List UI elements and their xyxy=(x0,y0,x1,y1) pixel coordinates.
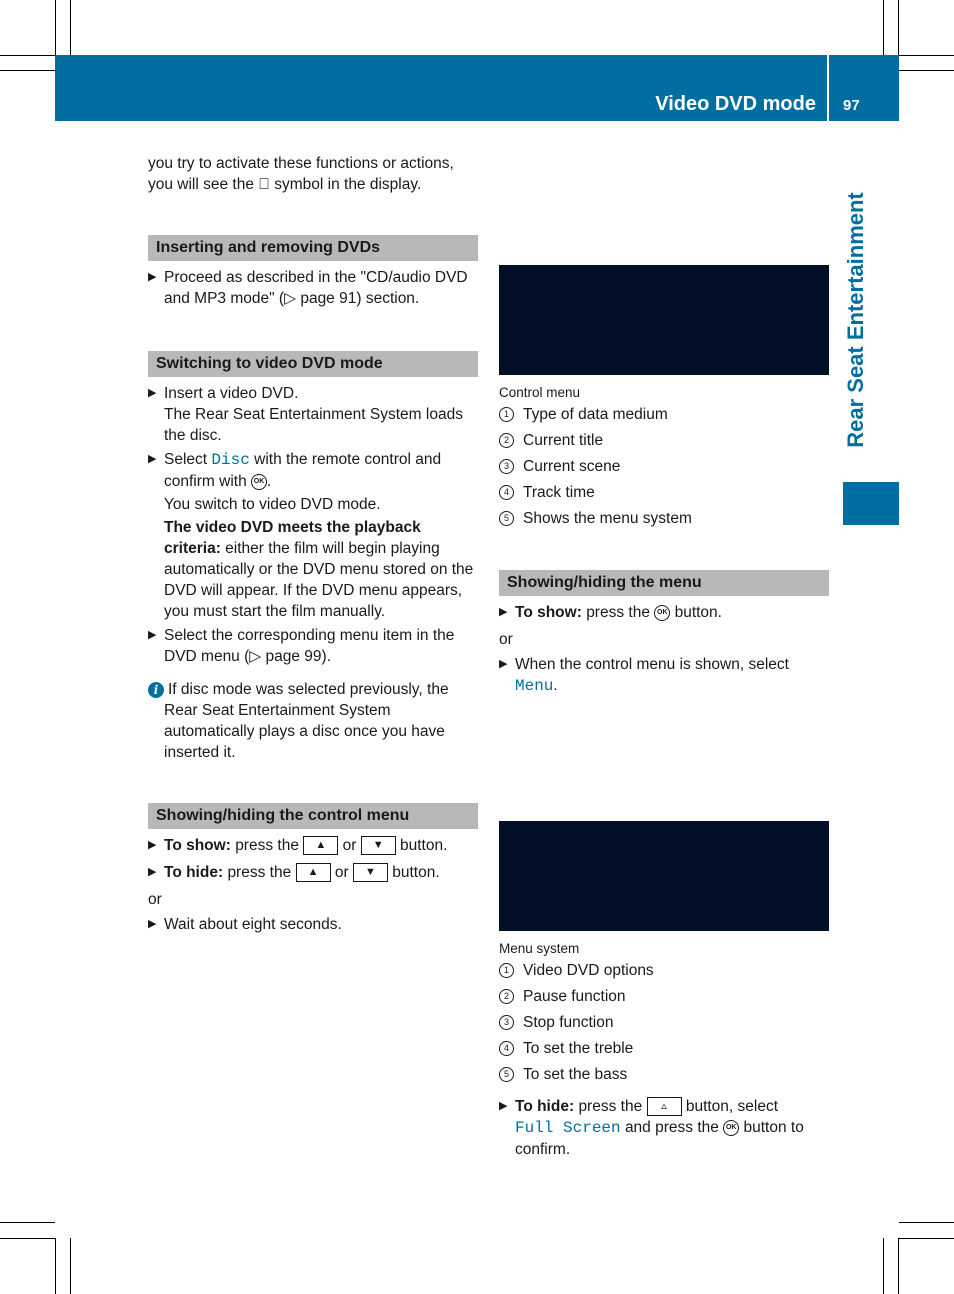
crop-mark xyxy=(899,1222,954,1223)
legend-label: Pause function xyxy=(523,988,626,1005)
legend-label: Shows the menu system xyxy=(523,510,692,527)
crop-mark xyxy=(70,0,71,55)
crop-mark xyxy=(898,1238,899,1294)
legend-label: Video DVD options xyxy=(523,962,654,979)
or-text: or xyxy=(499,631,513,648)
bullet-arrow-icon: ▶ xyxy=(499,658,508,670)
intro-text: you try to activate these functions or actions, you will see the symbol in the display. xyxy=(148,155,454,193)
legend-label: Track time xyxy=(523,484,595,501)
side-tab-label: Rear Seat Entertainment xyxy=(843,192,868,448)
ok-button-icon: OK xyxy=(723,1120,739,1136)
bullet-arrow-icon: ▶ xyxy=(148,271,157,283)
numbered-marker-icon: 4 xyxy=(499,1041,514,1056)
list-item xyxy=(499,1010,829,1036)
list-item: ▶ To hide: press the ▵ button, select Full Screen and press the OK button to confirm. xyxy=(499,1098,804,1158)
crop-mark xyxy=(0,1238,55,1239)
crop-mark xyxy=(55,0,56,55)
full-screen-menu-item: Full Screen xyxy=(515,1119,621,1137)
crop-mark xyxy=(883,0,884,55)
legend-label: To set the treble xyxy=(523,1040,634,1057)
page-ref-arrow-icon: ▷ xyxy=(284,290,297,307)
right-column xyxy=(499,265,829,1160)
crop-mark xyxy=(899,55,954,56)
down-key-icon: ▼ xyxy=(353,863,388,882)
numbered-marker-icon: 3 xyxy=(499,1015,514,1030)
numbered-marker-icon: 5 xyxy=(499,511,514,526)
image-caption: Menu system xyxy=(499,941,580,956)
list-item xyxy=(499,1036,829,1062)
numbered-marker-icon: 1 xyxy=(499,963,514,978)
page-ref-arrow-icon: ▷ xyxy=(249,648,262,665)
list-item: ▶ Select Disc with the remote control and confirm with OK . You switch to video DVD mode. The video DVD meets the playback criteria: either the film will begin playing automatically or the DVD menu stored on the DVD will appear. If the DVD menu appears, you must start the film manually. xyxy=(148,449,478,622)
list-item: ▶ Insert a video DVD. The Rear Seat Entertainment System loads the disc. xyxy=(148,385,463,444)
back-key-icon: ▵ xyxy=(647,1097,682,1116)
disc-menu-item: Disc xyxy=(211,451,250,469)
ok-button-icon: OK xyxy=(251,474,267,490)
list-item: ▶ Select the corresponding menu item in the DVD menu (▷ page 99). xyxy=(148,627,455,665)
bullet-arrow-icon: ▶ xyxy=(148,918,157,930)
crop-mark xyxy=(0,70,55,71)
control-menu-legend xyxy=(499,402,829,532)
list-item xyxy=(499,1062,829,1088)
crop-mark xyxy=(899,70,954,71)
crop-mark xyxy=(55,1238,56,1294)
list-item xyxy=(499,402,829,428)
list-item xyxy=(499,428,829,454)
playback-criteria: The video DVD meets the playback criteria: either the film will begin playing automatically or the DVD menu stored on the DVD will appear. If the DVD menu appears, you must start the film manually. xyxy=(164,519,474,620)
bullet-arrow-icon: ▶ xyxy=(499,606,508,618)
bullet-arrow-icon: ▶ xyxy=(148,866,157,878)
crop-mark xyxy=(898,0,899,55)
page-number: 97 xyxy=(843,97,860,114)
list-item: ▶ To hide: press the ▲ or ▼ button. xyxy=(148,864,440,881)
bullet-arrow-icon: ▶ xyxy=(148,839,157,851)
list-item: ▶ Wait about eight seconds. xyxy=(148,916,342,933)
section-heading: Switching to video DVD mode xyxy=(148,351,478,377)
side-tab-block xyxy=(843,482,899,525)
bullet-arrow-icon: ▶ xyxy=(499,1100,508,1112)
crop-mark xyxy=(0,1222,55,1223)
control-menu-screenshot xyxy=(499,265,829,375)
list-item xyxy=(499,454,829,480)
numbered-marker-icon: 1 xyxy=(499,407,514,422)
legend-label: Current scene xyxy=(523,458,621,475)
up-key-icon: ▲ xyxy=(303,836,338,855)
bullet-arrow-icon: ▶ xyxy=(148,453,157,465)
numbered-marker-icon: 5 xyxy=(499,1067,514,1082)
list-item: ▶ To show: press the OK button. xyxy=(499,604,722,621)
header-divider xyxy=(827,55,829,121)
list-item xyxy=(499,984,829,1010)
list-item: ▶ Proceed as described in the "CD/audio DVD and MP3 mode" (▷ page 91) section. xyxy=(148,269,468,307)
numbered-marker-icon: 3 xyxy=(499,459,514,474)
numbered-marker-icon: 4 xyxy=(499,485,514,500)
list-item xyxy=(499,506,829,532)
up-key-icon: ▲ xyxy=(296,863,331,882)
menu-system-legend xyxy=(499,958,829,1088)
legend-label: Type of data medium xyxy=(523,406,668,423)
image-caption: Control menu xyxy=(499,385,581,400)
crop-mark xyxy=(70,1238,71,1294)
numbered-marker-icon: 2 xyxy=(499,989,514,1004)
section-heading: Showing/hiding the control menu xyxy=(148,803,478,829)
list-item: ▶ To show: press the ▲ or ▼ button. xyxy=(148,837,448,854)
list-item: ▶ When the control menu is shown, select Menu. xyxy=(499,656,789,695)
left-column xyxy=(148,153,478,935)
numbered-marker-icon: 2 xyxy=(499,433,514,448)
info-note: i If disc mode was selected previously, the Rear Seat Entertainment System automatically plays a disc once you have inserted it. xyxy=(148,679,478,763)
bullet-arrow-icon: ▶ xyxy=(148,629,157,641)
menu-menu-item: Menu xyxy=(515,677,554,695)
menu-system-screenshot xyxy=(499,821,829,931)
section-heading: Showing/hiding the menu xyxy=(499,570,829,596)
legend-label: To set the bass xyxy=(523,1066,628,1083)
info-icon: i xyxy=(148,682,164,698)
crop-mark xyxy=(899,1238,954,1239)
section-heading: Inserting and removing DVDs xyxy=(148,235,478,261)
crop-mark xyxy=(0,55,55,56)
list-item xyxy=(499,480,829,506)
ok-button-icon: OK xyxy=(654,605,670,621)
bullet-arrow-icon: ▶ xyxy=(148,387,157,399)
page-title: Video DVD mode xyxy=(655,93,816,115)
or-text: or xyxy=(148,891,162,908)
down-key-icon: ▼ xyxy=(361,836,396,855)
legend-label: Current title xyxy=(523,432,604,449)
legend-label: Stop function xyxy=(523,1014,614,1031)
list-item xyxy=(499,958,829,984)
crop-mark xyxy=(883,1238,884,1294)
